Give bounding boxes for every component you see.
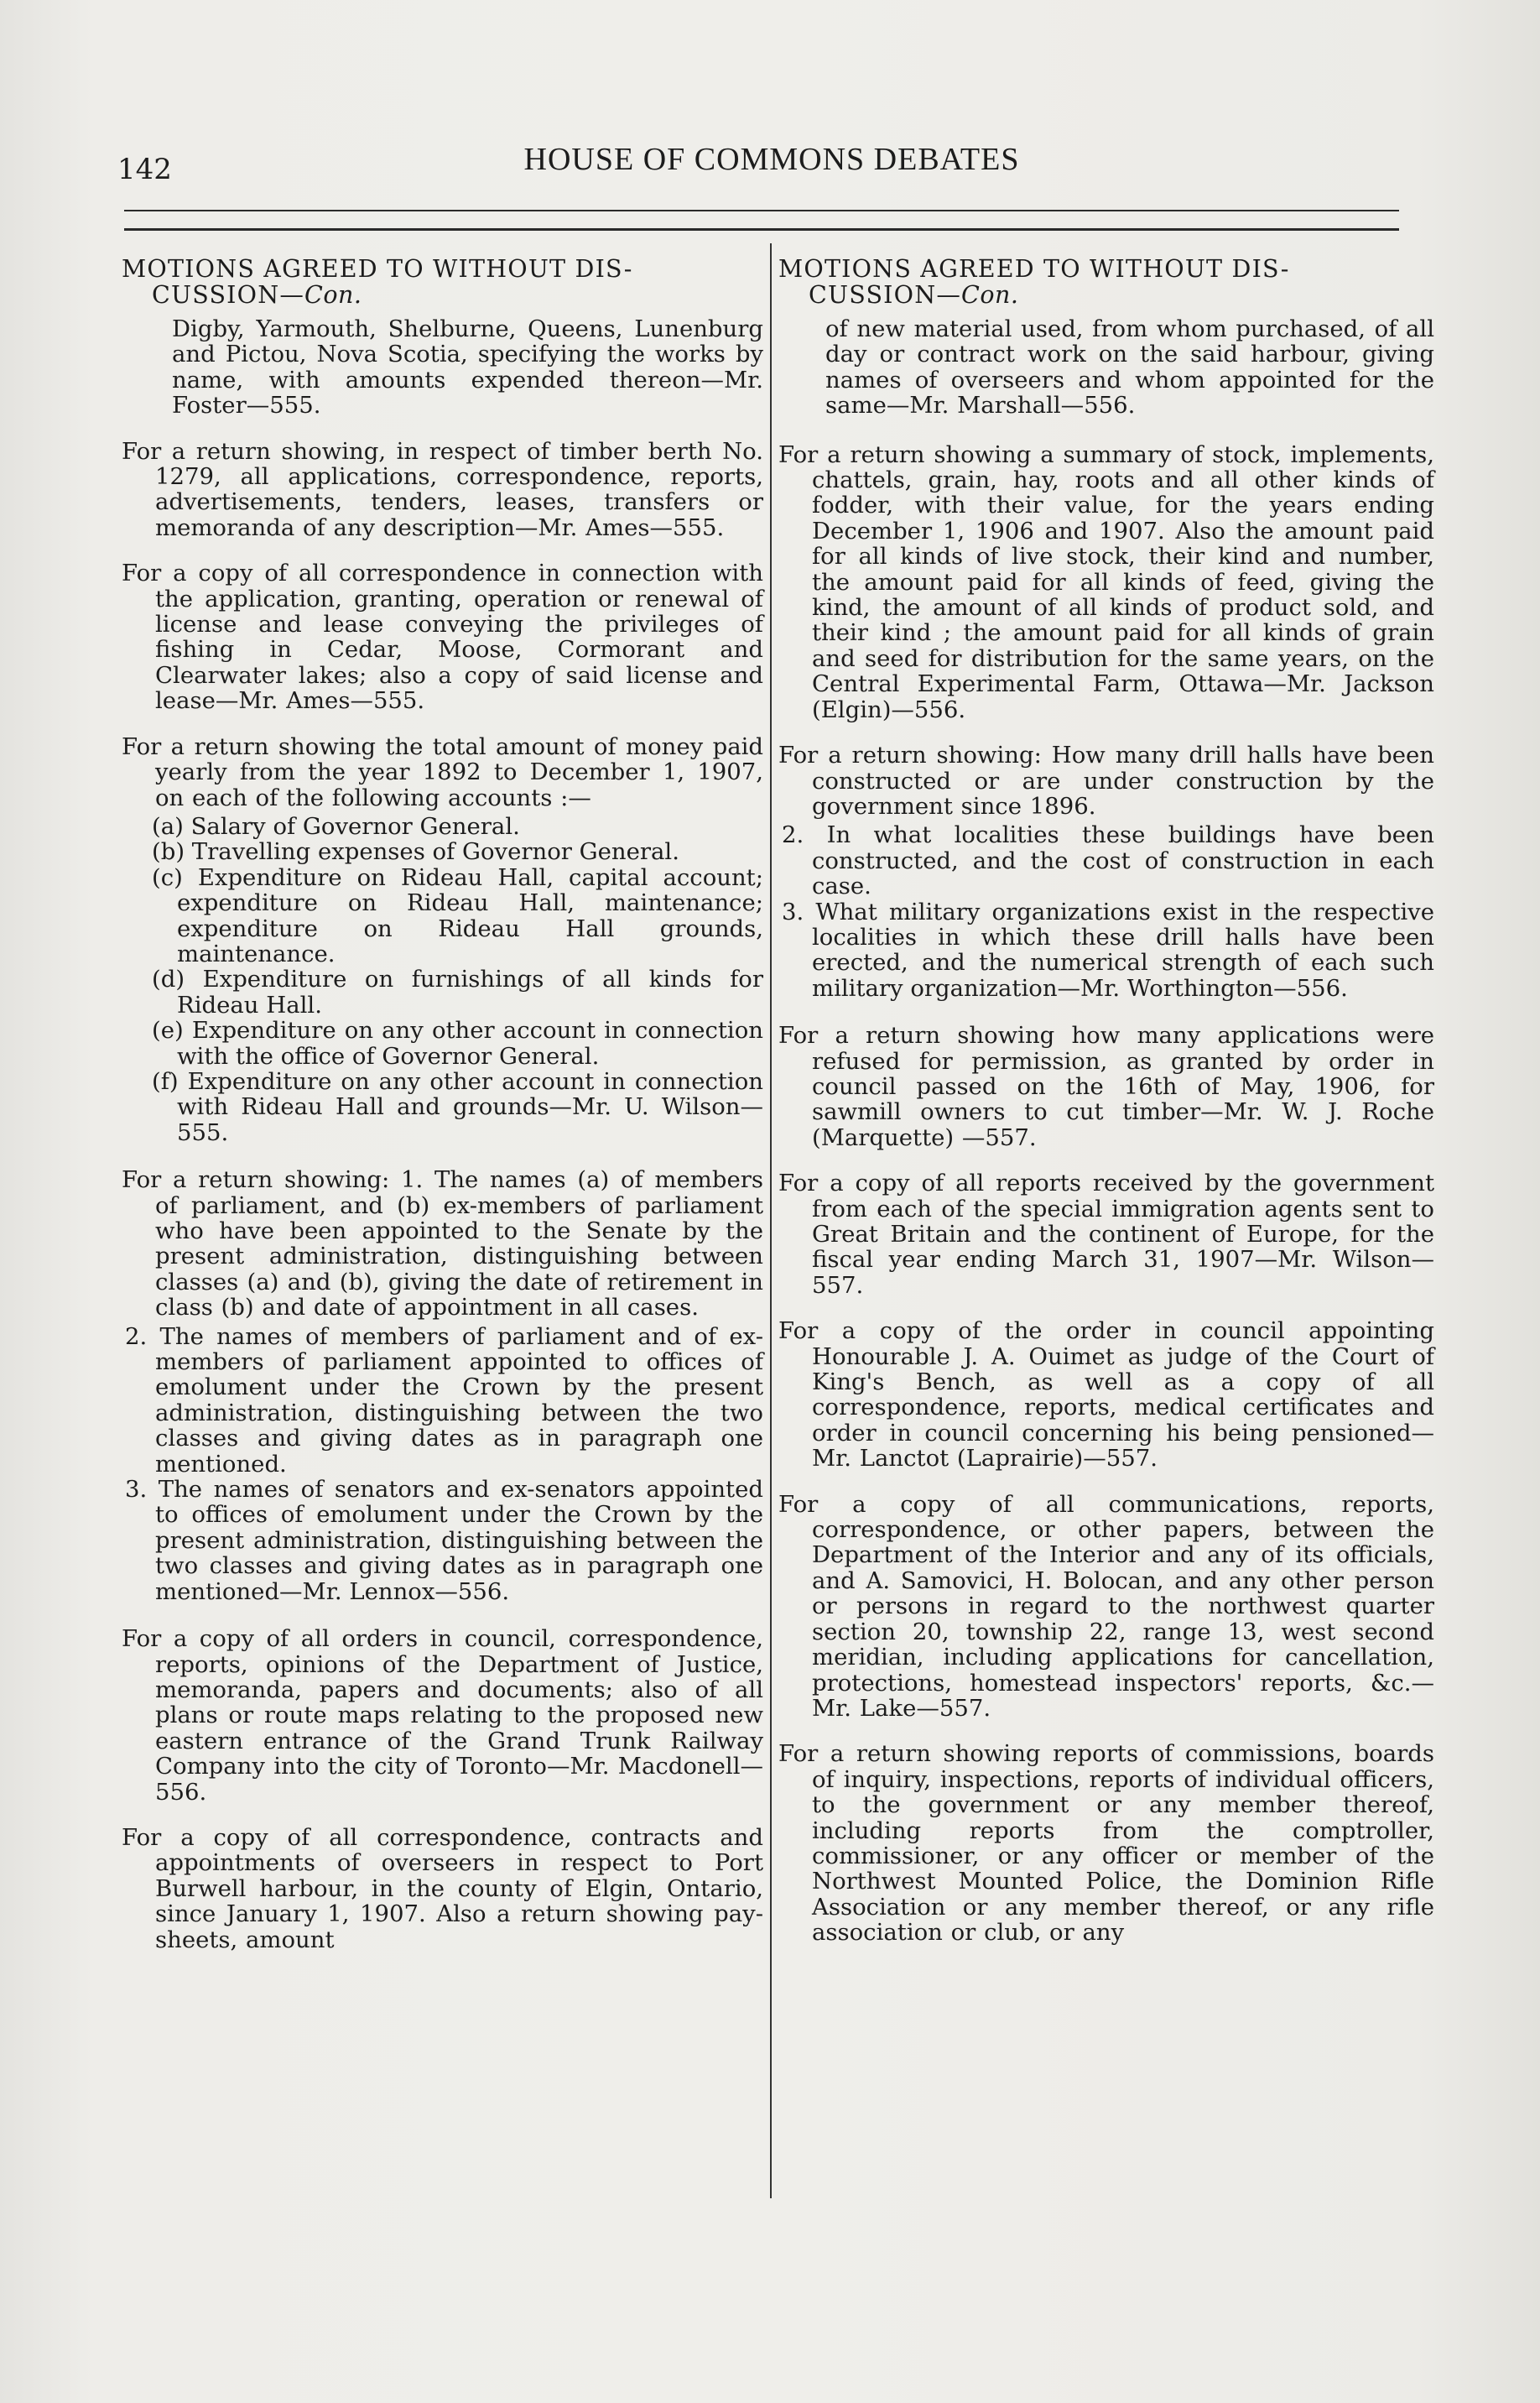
header-rule-thin — [124, 210, 1399, 211]
section-heading-line1: MOTIONS AGREED TO WITHOUT DIS- — [778, 255, 1290, 283]
header-rule-thick — [124, 228, 1399, 231]
left-column — [122, 256, 763, 1973]
motion-entry-block — [122, 734, 763, 1146]
motion-entry: of new material used, from whom purchased, of all day or contract work on the said harbour, giving names of overseers and whom appointed for the same—Mr. Marshall—556. — [825, 315, 1434, 420]
numbered-item: 3. The names of senators and ex-senators appointed to offices of emolument under the Crown by the present administration, distinguishing between the two classes and giving dates as in paragraph one mentioned—Mr. Lennox—556. — [125, 1476, 763, 1605]
motion-entry: For a copy of the order in council appointing Honourable J. A. Ouimet as judge of the Court of King's Bench, as well as a copy of all correspondence, reports, medical certificates and order in council concerning his being pensioned—Mr. Lanctot (Laprairie)—557. — [778, 1317, 1434, 1473]
column-divider — [770, 243, 772, 2198]
numbered-item: 2. The names of members of parliament and of ex-members of parliament appointed to offices of emolument under the Crown by the present administration, distinguishing between the two classes and giving dates as in paragraph one mentioned. — [125, 1322, 763, 1478]
motion-entry: For a return showing the total amount of money paid yearly from the year 1892 to December 1, 1907, on each of the following accounts :— — [122, 732, 763, 811]
right-column — [778, 256, 1434, 1966]
motion-entry: For a return showing reports of commissions, boards of inquiry, inspections, reports of individual officers, to the government or any member thereof, including reports from the comptroller, commissioner, or any officer or member of the Northwest Mounted Police, the Dominion Rifle Association or any member thereof, or any rifle association or club, or any — [778, 1740, 1434, 1947]
sub-item: (e) Expenditure on any other account in connection with the office of Governor General. — [152, 1017, 763, 1070]
motion-entry: For a return showing: How many drill halls have been constructed or are under construction by the government since 1896. — [778, 742, 1434, 820]
sub-item: (b) Travelling expenses of Governor General. — [152, 838, 679, 866]
sub-item: (d) Expenditure on furnishings of all kinds for Rideau Hall. — [152, 966, 763, 1019]
motion-entry: Digby, Yarmouth, Shelburne, Queens, Lunenburg and Pictou, Nova Scotia, specifying the works by name, with amounts expended thereon—Mr. Foster—555. — [172, 315, 763, 420]
numbered-item: 3. What military organizations exist in the respective localities in which these drill halls have been erected, and the numerical strength of each such military organization—Mr. Worthington—556. — [782, 898, 1434, 1002]
page-number: 142 — [117, 153, 172, 186]
motion-entry: For a return showing a summary of stock, implements, chattels, grain, hay, roots and all other kinds of fodder, with their value, for the years ending December 1, 1906 and 1907. Also the amount paid for all kinds of live stock, their kind and number, the amount paid for all kinds of feed, giving the kind, the amount of all kinds of product sold, and their kind ; the amount paid for all kinds of grain and seed for distribution for the same years, on the Central Experimental Farm, Ottawa—Mr. Jackson (Elgin)—556. — [778, 440, 1434, 723]
section-heading-line1: MOTIONS AGREED TO WITHOUT DIS- — [122, 255, 633, 283]
motion-entry: For a copy of all orders in council, correspondence, reports, opinions of the Department of Justice, memoranda, papers and documents; also of all plans or route maps relating to the proposed new eastern entrance of the Grand Trunk Railway Company into the city of Toronto—Mr. Macdonell—556. — [122, 1625, 763, 1806]
motion-entry: For a copy of all reports received by the government from each of the special immigration agents sent to Great Britain and the continent of Europe, for the fiscal year ending March 31, 1907—Mr. Wilson—557. — [778, 1170, 1434, 1299]
sub-item: (c) Expenditure on Rideau Hall, capital account; expenditure on Rideau Hall, maintenance; expenditure on Rideau Hall grounds, maintenance. — [152, 863, 763, 967]
motion-entry: For a return showing how many applications were refused for permission, as granted by order in council passed on the 16th of May, 1906, for sawmill owners to cut timber—Mr. W. J. Roche (Marquette) —557. — [778, 1022, 1434, 1151]
motion-entry: For a copy of all communications, reports, correspondence, or other papers, between the Department of the Interior and any of its officials, and A. Samovici, H. Bolocan, and any other person or persons in regard to the northwest quarter section 20, township 22, range 13, west second meridian, including applications for cancellation, protections, homestead inspectors' reports, &c.—Mr. Lake—557. — [778, 1490, 1434, 1722]
sub-item: (f) Expenditure on any other account in connection with Rideau Hall and grounds—Mr. U. Wilson—555. — [152, 1067, 763, 1146]
running-head: HOUSE OF COMMONS DEBATES — [523, 142, 1020, 177]
motion-entry: For a copy of all correspondence, contracts and appointments of overseers in respect to Port Burwell harbour, in the county of Elgin, Ontario, since January 1, 1907. Also a return showing pay-sheets, amount — [122, 1823, 763, 1953]
sub-item: (a) Salary of Governor General. — [152, 812, 520, 840]
section-heading-line2: CUSSION—Con. — [809, 281, 1019, 309]
section-heading — [778, 256, 1434, 308]
numbered-item: 2. In what localities these buildings have been constructed, and the cost of construction in each case. — [782, 821, 1434, 900]
motion-entry: For a copy of all correspondence in connection with the application, granting, operation or renewal of license and lease conveying the privileges of fishing in Cedar, Moose, Cormorant and Clearwater lakes; also a copy of said license and lease—Mr. Ames—555. — [122, 560, 763, 715]
section-heading-line2: CUSSION—Con. — [152, 281, 362, 309]
motion-entry-block — [122, 1167, 763, 1604]
section-heading — [122, 256, 763, 308]
motion-entry-block — [778, 743, 1434, 1001]
motion-entry: For a return showing: 1. The names (a) of members of parliament, and (b) ex-members of parliament who have been appointed to the Senate by the present administration, distinguishing between classes (a) and (b), giving the date of retirement in class (b) and date of appointment in all cases. — [122, 1166, 763, 1321]
motion-entry: For a return showing, in respect of timber berth No. 1279, all applications, correspondence, reports, advertisements, tenders, leases, transfers or memoranda of any description—Mr. Ames—555. — [122, 437, 763, 541]
